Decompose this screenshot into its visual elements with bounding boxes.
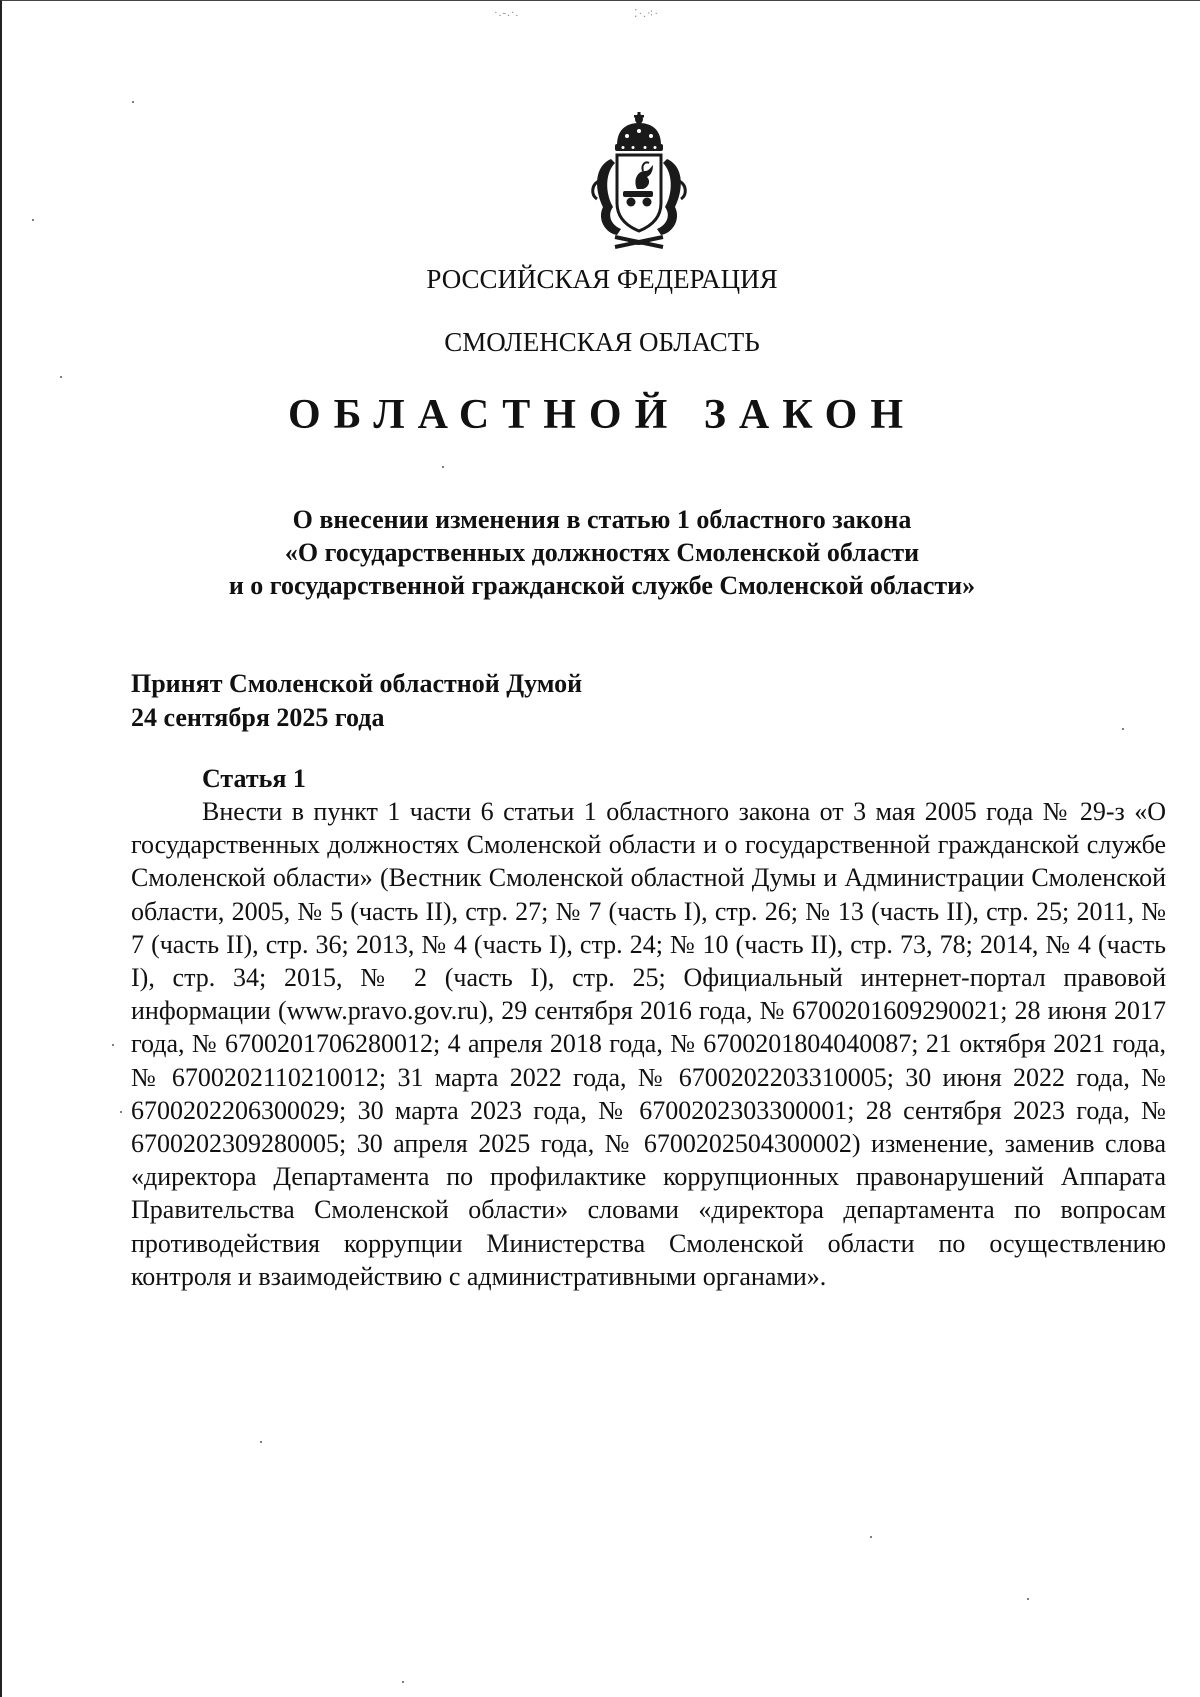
scan-speck	[32, 219, 34, 221]
law-title-line: «О государственных должностях Смоленской области	[284, 538, 920, 567]
coat-of-arms-icon	[587, 111, 691, 251]
scan-speck	[402, 1681, 404, 1683]
scan-artifact: ·.-.·.	[494, 7, 520, 19]
law-title-line: и о государственной гражданской службе Смоленской области»	[228, 571, 976, 600]
scan-speck	[442, 466, 444, 468]
adoption-date: 24 сентября 2025 года	[131, 703, 385, 732]
scan-speck	[60, 376, 62, 378]
scan-speck	[260, 1441, 262, 1443]
scan-speck	[1027, 1598, 1029, 1600]
document-type-heading: ОБЛАСТНОЙ ЗАКОН	[287, 392, 917, 438]
scan-artifact: ⁚·.⁖·	[634, 8, 660, 20]
adoption-note	[131, 667, 582, 735]
scan-speck	[1122, 728, 1124, 730]
law-title	[2, 503, 1200, 602]
law-title-line: О внесении изменения в статью 1 областного закона	[292, 505, 912, 534]
federation-heading: РОССИЙСКАЯ ФЕДЕРАЦИЯ	[426, 264, 778, 294]
region-heading: СМОЛЕНСКАЯ ОБЛАСТЬ	[444, 327, 760, 357]
article-title: Статья 1	[202, 764, 306, 793]
article-text: Внести в пункт 1 части 6 статьи 1 областного закона от 3 мая 2005 года № 29-з «О государственных должностях Смоленской области и о государственной гражданской службе Смоленской области» (Вестник Смоленской областной Думы и Администрации Смоленской области, 2005, № 5 (часть II), стр. 27; № 7 (часть I), стр. 26; № 13 (часть II), стр. 25; 2011, № 7 (часть II), стр. 36; 2013, № 4 (часть I), стр. 24; № 10 (часть II), стр. 73, 78; 2014, № 4 (часть I), стр. 34; 2015, № 2 (часть I), стр. 25; Официальный интернет-портал правовой информации (www.pravo.gov.ru), 29 сентября 2016 года, № 6700201609290021; 28 июня 2017 года, № 6700201706280012; 4 апреля 2018 года, № 6700201804040087; 21 октября 2021 года, № 6700202110210012; 31 марта 2022 года, № 6700202203310005; 30 июня 2022 года, № 6700202206300029; 30 марта 2023 года, № 6700202303300001; 28 сентября 2023 года, № 6700202309280005; 30 апреля 2025 года, № 6700202504300002) изменение, заменив слова «директора Департамента по профилактике коррупционных правонарушений Аппарата Правительства Смоленской области» словами «директора департамента по вопросам противодействия коррупции Министерства Смоленской области по осуществлению контроля и взаимодействию с административными органами».	[131, 797, 1166, 1291]
scan-speck	[120, 1111, 122, 1113]
scan-speck	[870, 1536, 872, 1538]
scan-speck	[112, 1044, 114, 1046]
adoption-body: Принят Смоленской областной Думой	[131, 669, 583, 698]
scan-speck	[132, 101, 134, 103]
